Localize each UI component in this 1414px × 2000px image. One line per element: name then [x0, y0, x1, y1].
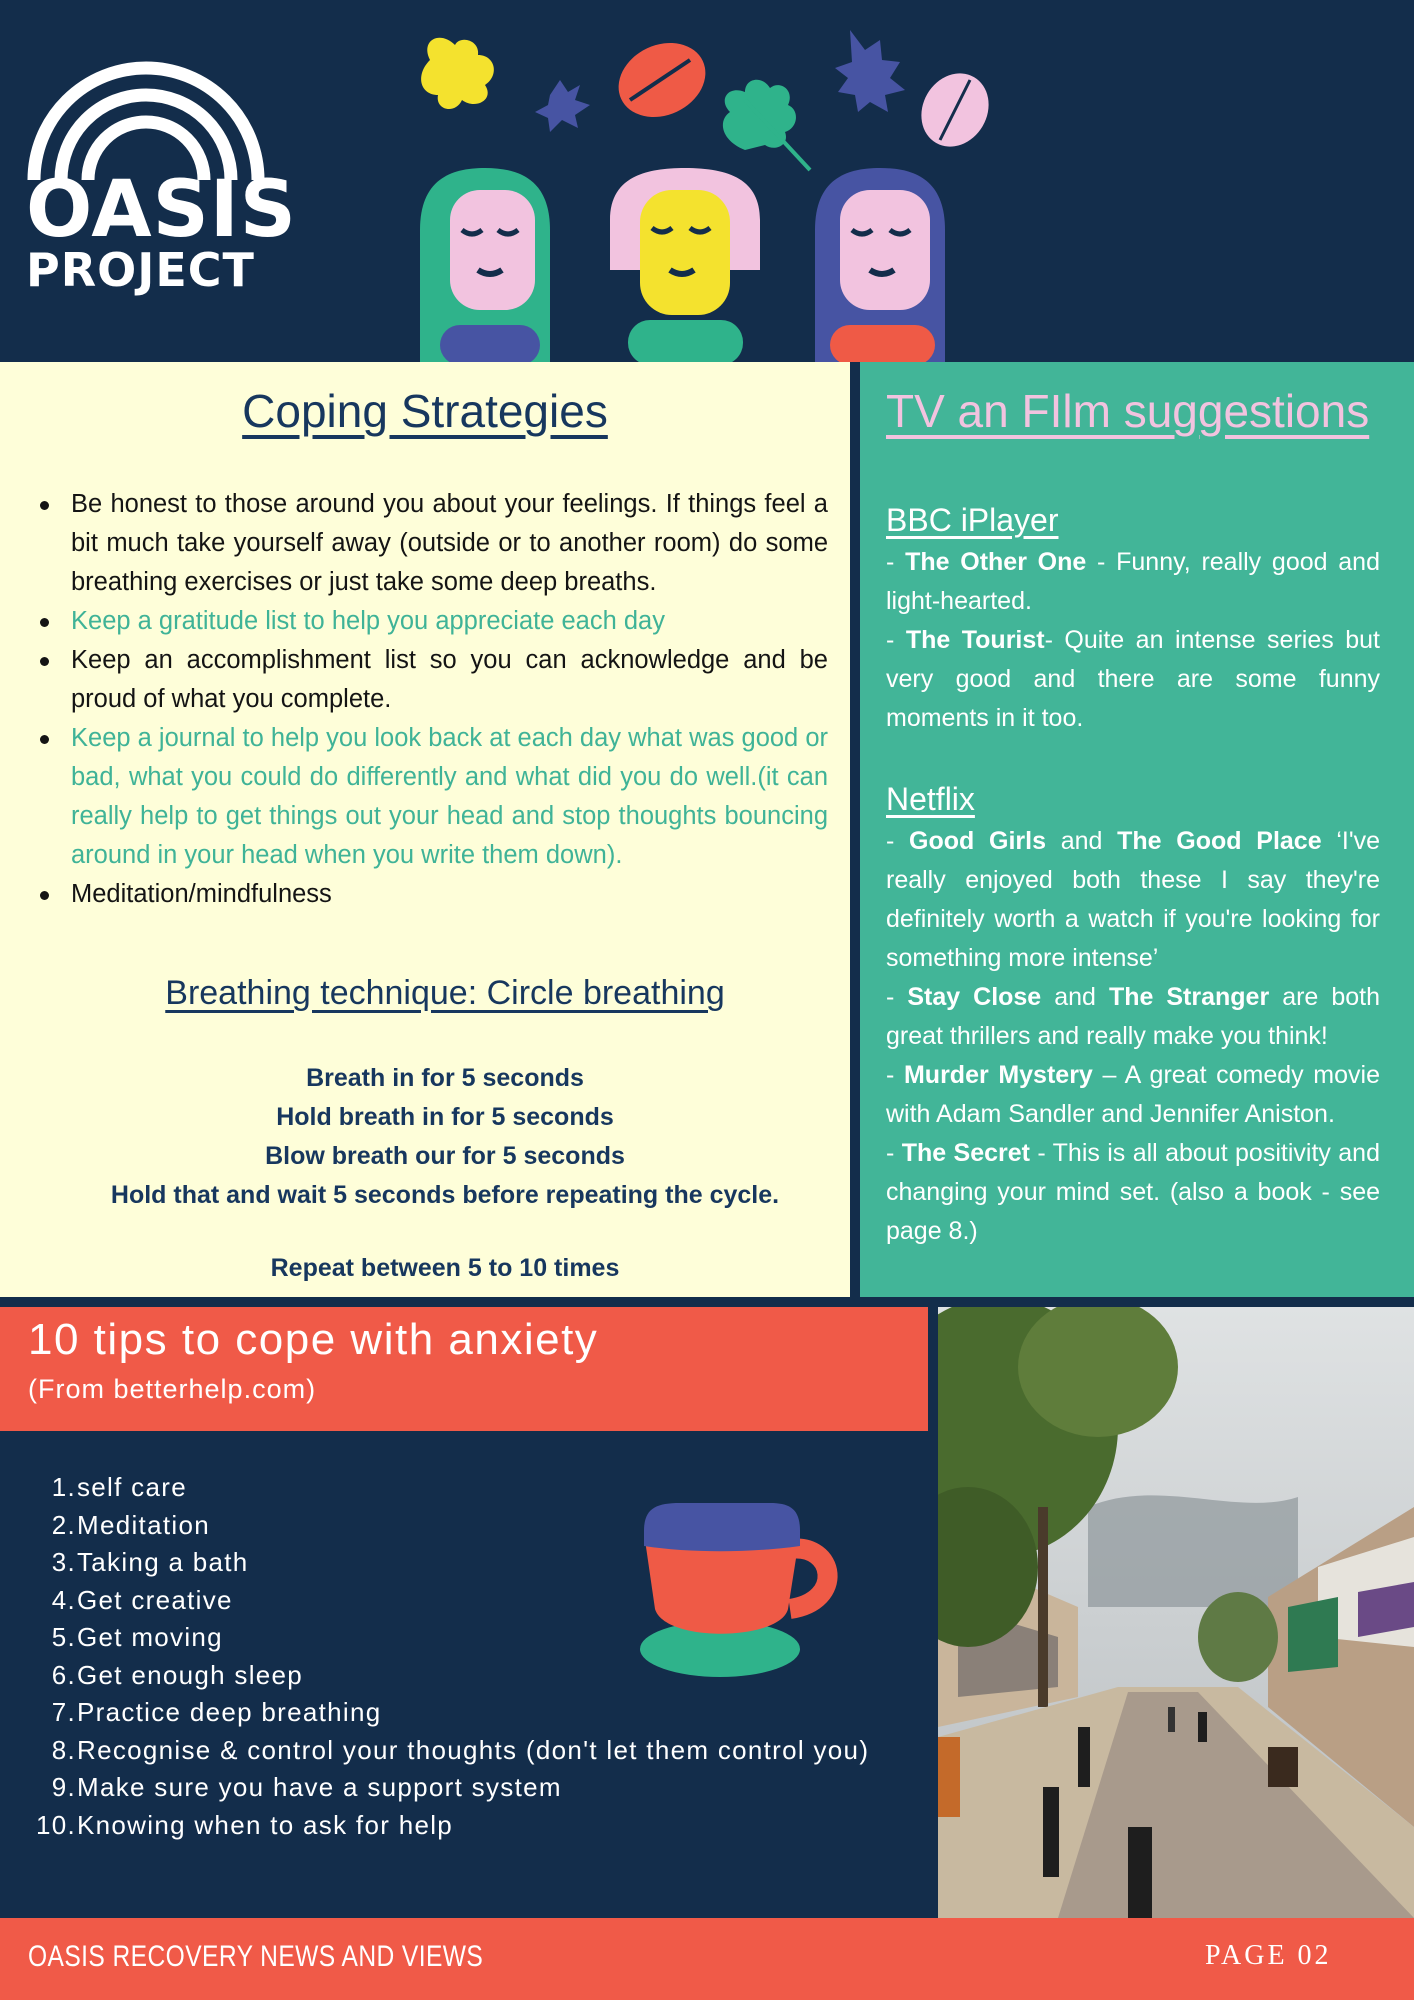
coping-strategies-list — [38, 485, 828, 914]
dash: - — [886, 1139, 902, 1167]
tv-film-suggestions-panel — [860, 362, 1414, 1297]
coping-item: Keep a journal to help you look back at each day what was good or bad, what you could do differently and what did you do well.(it can really help to get things out your head and stop thoughts bouncing around in your head when you write them down). — [38, 719, 828, 875]
anxiety-tips-banner — [0, 1307, 928, 1431]
tip-number: 9. — [51, 1772, 76, 1802]
coping-strategies-heading: Coping Strategies — [242, 385, 608, 437]
newsletter-name: OASIS RECOVERY NEWS AND VIEWS — [28, 1940, 484, 1973]
face-blue-hair — [815, 168, 945, 362]
suggestion-entry — [886, 621, 1380, 738]
show-description: - Funny, really good and light-hearted. — [886, 548, 1380, 615]
breathing-step: Blow breath our for 5 seconds — [265, 1142, 625, 1170]
face-green-hair — [420, 168, 550, 362]
tip-text: self care — [77, 1472, 187, 1502]
blue-leaf-icon-large — [835, 30, 905, 112]
connector: and — [1041, 983, 1109, 1011]
coping-item: Keep an accomplishment list so you can acknowledge and be proud of what you complete. — [38, 641, 828, 719]
tip-number: 5. — [51, 1622, 76, 1652]
list-item — [28, 1694, 933, 1732]
rainbow-arches-icon — [26, 50, 266, 180]
tip-number: 10. — [35, 1809, 76, 1840]
list-item — [28, 1769, 933, 1807]
anxiety-tips-source: (From betterhelp.com) — [28, 1374, 317, 1404]
connector: and — [1046, 827, 1118, 855]
horizontal-divider — [0, 1297, 1414, 1307]
show-title: The Secret — [901, 1139, 1030, 1167]
breathing-steps — [0, 1059, 890, 1215]
tip-number: 2. — [51, 1509, 76, 1540]
tip-number: 7. — [51, 1697, 76, 1727]
tip-text: Knowing when to ask for help — [77, 1809, 454, 1840]
tip-text: Meditation — [77, 1509, 210, 1540]
tip-number: 4. — [51, 1584, 76, 1615]
tip-text: Practice deep breathing — [77, 1697, 382, 1727]
spacer — [886, 738, 1380, 776]
anxiety-tips-heading: 10 tips to cope with anxiety — [28, 1315, 599, 1364]
bbc-iplayer-heading: BBC iPlayer — [886, 502, 1059, 538]
anxiety-tips-panel — [0, 1431, 938, 1918]
show-title: Murder Mystery — [903, 1061, 1093, 1089]
dash: - — [886, 548, 906, 576]
logo-word-oasis: OASIS — [26, 165, 297, 255]
red-leaf-icon — [606, 29, 717, 130]
breathing-repeat-note: Repeat between 5 to 10 times — [270, 1254, 620, 1282]
pink-leaf-icon — [908, 61, 1000, 159]
logo-word-project: PROJECT — [26, 243, 255, 297]
coping-item: Meditation/mindfulness — [38, 875, 828, 914]
suggestion-entry — [886, 978, 1380, 1056]
page-header — [0, 0, 1414, 362]
show-title: The Good Place — [1117, 827, 1322, 855]
show-description: ‘I've really enjoyed both these I say they're definitely worth a watch if you're looking for something more intense’ — [886, 827, 1380, 972]
suggestion-entry — [886, 822, 1380, 978]
suggestion-entry — [886, 1134, 1380, 1251]
page-number: PAGE 02 — [1205, 1940, 1332, 1971]
list-item — [28, 1732, 933, 1770]
teacup-icon — [640, 1491, 850, 1691]
tip-number: 6. — [51, 1659, 76, 1690]
face-pink-hair — [610, 168, 760, 362]
breathing-step: Breath in for 5 seconds — [306, 1064, 584, 1092]
tip-text: Get moving — [77, 1622, 223, 1652]
tip-text: Get creative — [77, 1584, 233, 1615]
tip-text: Get enough sleep — [77, 1659, 304, 1690]
street-photo — [938, 1307, 1414, 1918]
breathing-technique-heading: Breathing technique: Circle breathing — [165, 974, 725, 1012]
show-description: – A great comedy movie with Adam Sandler and Jennifer Aniston. — [886, 1061, 1380, 1128]
three-faces-leaves-illustration — [400, 0, 1000, 362]
tip-number: 8. — [51, 1734, 76, 1765]
vertical-divider — [850, 362, 860, 1297]
dash: - — [886, 827, 910, 855]
page-footer — [0, 1918, 1414, 2000]
oasis-project-logo — [26, 50, 297, 300]
show-title: Stay Close — [907, 983, 1042, 1011]
breathing-step: Hold breath in for 5 seconds — [276, 1103, 614, 1131]
green-leaf-icon — [723, 80, 810, 170]
dash: - — [886, 626, 906, 654]
suggestion-entry — [886, 543, 1380, 621]
netflix-heading: Netflix — [886, 781, 975, 817]
show-title: Good Girls — [909, 827, 1046, 855]
coping-item: Keep a gratitude list to help you appreciate each day — [38, 602, 828, 641]
show-description: are both great thrillers and really make you think! — [886, 983, 1380, 1050]
tv-film-heading: TV an FIlm suggestions — [886, 385, 1370, 437]
dash: - — [886, 983, 908, 1011]
dash: - — [886, 1061, 904, 1089]
list-item — [28, 1807, 933, 1845]
yellow-leaf-icon — [421, 38, 494, 109]
tip-text: Recognise & control your thoughts (don't let them control you) — [77, 1734, 870, 1765]
tip-text: Make sure you have a support system — [77, 1772, 562, 1802]
show-title: The Other One — [905, 548, 1087, 576]
blue-leaf-icon-small — [535, 80, 590, 132]
show-description: - This is all about positivity and changing your mind set. (also a book - see page 8.) — [886, 1139, 1380, 1245]
coping-item: Be honest to those around you about your feelings. If things feel a bit much take yourself away (outside or to another room) do some breathing exercises or just take some deep breaths. — [38, 485, 828, 602]
tv-film-body — [886, 497, 1380, 1251]
coping-strategies-panel — [0, 362, 850, 1297]
show-title: The Stranger — [1108, 983, 1270, 1011]
suggestion-entry — [886, 1056, 1380, 1134]
show-title: The Tourist — [905, 626, 1045, 654]
show-description: - Quite an intense series but very good and there are some funny moments in it too. — [886, 626, 1380, 732]
breathing-step: Hold that and wait 5 seconds before repeating the cycle. — [110, 1181, 780, 1209]
tip-text: Taking a bath — [77, 1547, 249, 1577]
tip-number: 1. — [51, 1472, 76, 1502]
tip-number: 3. — [51, 1547, 76, 1577]
